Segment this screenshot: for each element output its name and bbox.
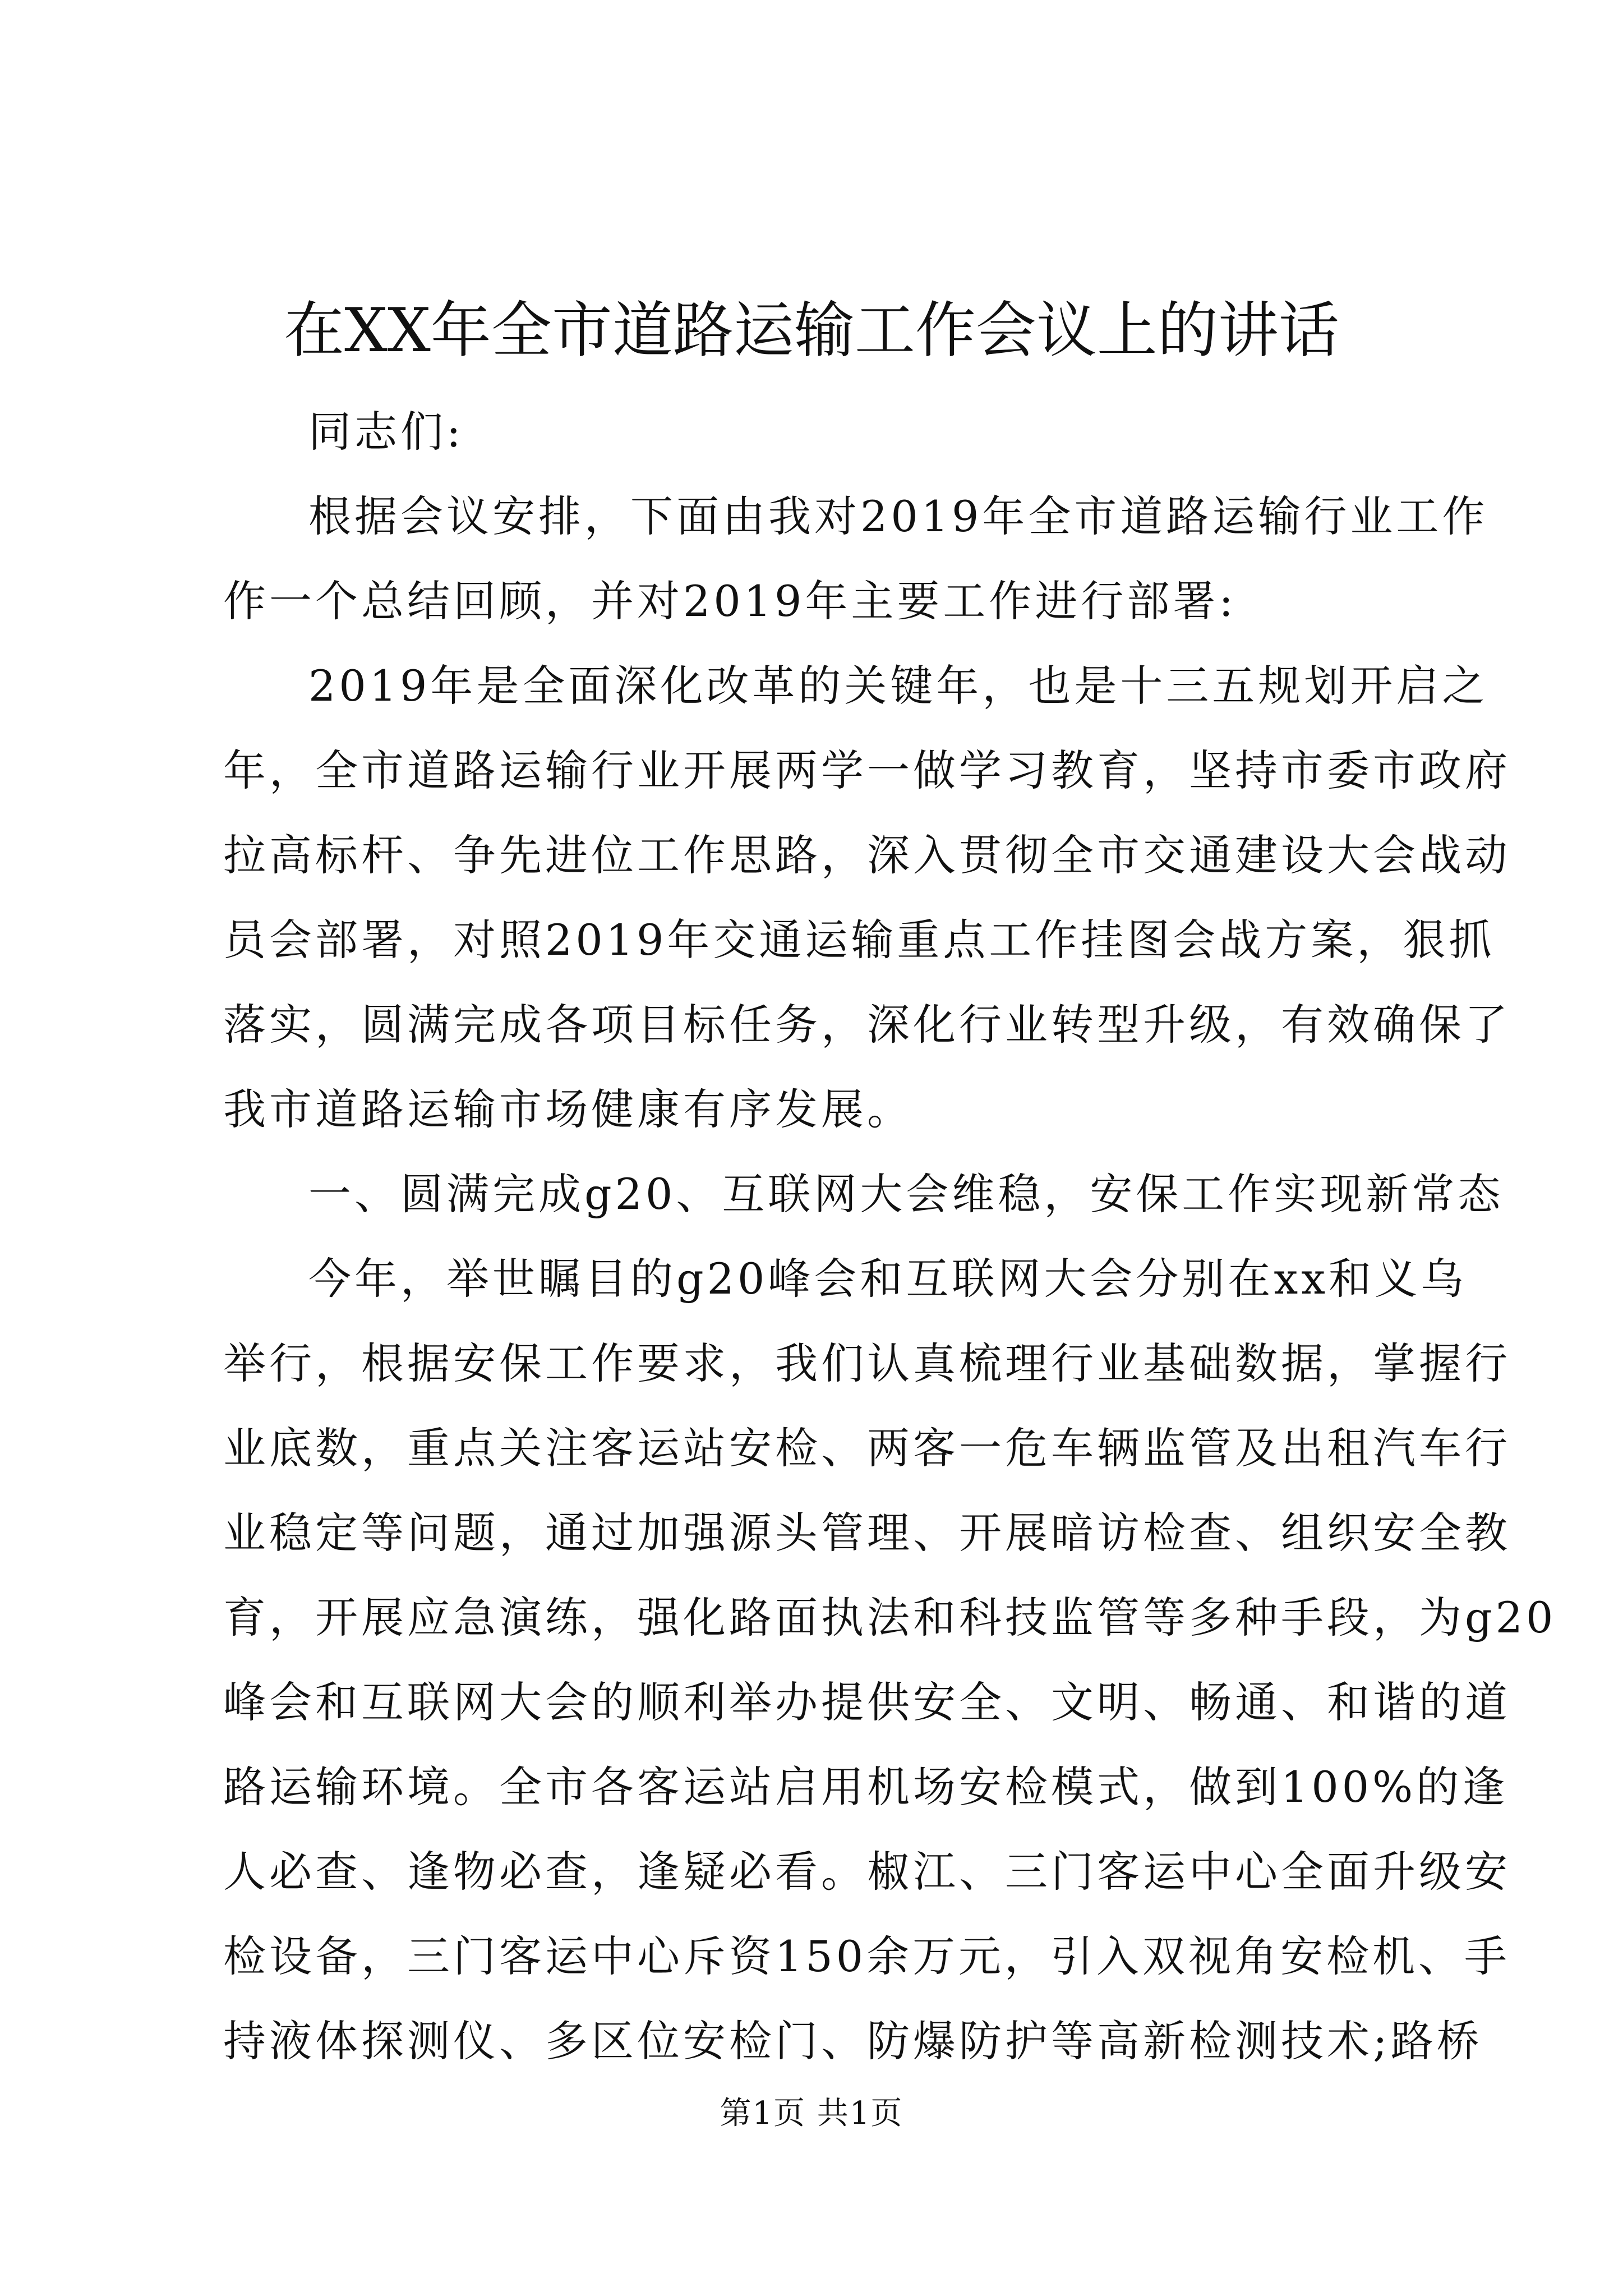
paragraph-line: 业稳定等问题，通过加强源头管理、开展暗访检查、组织安全教 — [223, 1508, 1511, 1558]
page-footer: 第1页 共1页 — [720, 2095, 903, 2132]
paragraph-line: 根据会议安排，下面由我对2019年全市道路运输行业工作 — [308, 491, 1488, 541]
paragraph-line: 我市道路运输市场健康有序发展。 — [223, 1084, 913, 1134]
paragraph-overview — [223, 643, 1511, 1152]
section-heading-1 — [223, 1152, 1504, 1236]
salutation-text: 同志们: — [308, 407, 464, 457]
document-body — [223, 389, 1557, 2083]
paragraph-line: 业底数，重点关注客运站安检、两客一危车辆监管及出租汽车行 — [223, 1423, 1511, 1473]
paragraph-line: 路运输环境。全市各客运站启用机场安检模式，做到100%的逢 — [223, 1762, 1509, 1812]
paragraph-line: 人必查、逢物必查，逢疑必看。椒江、三门客运中心全面升级安 — [223, 1847, 1511, 1897]
salutation — [223, 389, 1400, 474]
paragraph-line: 拉高标杆、争先进位工作思路，深入贯彻全市交通建设大会战动 — [223, 830, 1511, 880]
paragraph-line: 育，开展应急演练，强化路面执法和科技监管等多种手段，为g20 — [223, 1593, 1557, 1642]
paragraph-line: 2019年是全面深化改革的关键年，也是十三五规划开启之 — [308, 661, 1488, 711]
document-content — [223, 286, 1557, 2083]
paragraph-intro — [223, 474, 1488, 643]
document-title: 在XX年全市道路运输工作会议上的讲话 — [284, 296, 1339, 366]
section-heading-text: 一、圆满完成g20、互联网大会维稳，安保工作实现新常态 — [308, 1169, 1504, 1219]
paragraph-line: 举行，根据安保工作要求，我们认真梳理行业基础数据，掌握行 — [223, 1338, 1511, 1388]
paragraph-line: 年，全市道路运输行业开展两学一做学习教育，坚持市委市政府 — [223, 746, 1511, 795]
paragraph-line: 持液体探测仪、多区位安检门、防爆防护等高新检测技术;路桥 — [223, 2016, 1483, 2066]
paragraph-line: 峰会和互联网大会的顺利举办提供安全、文明、畅通、和谐的道 — [223, 1677, 1511, 1727]
paragraph-line: 员会部署，对照2019年交通运输重点工作挂图会战方案，狠抓 — [223, 915, 1495, 965]
paragraph-line: 作一个总结回顾，并对2019年主要工作进行部署: — [223, 576, 1237, 626]
paragraph-line: 落实，圆满完成各项目标任务，深化行业转型升级，有效确保了 — [223, 1000, 1511, 1050]
paragraph-line: 检设备，三门客运中心斥资150余万元，引入双视角安检机、手 — [223, 1931, 1511, 1981]
paragraph-security — [223, 1236, 1557, 2083]
paragraph-line: 今年，举世瞩目的g20峰会和互联网大会分别在xx和义乌 — [308, 1254, 1467, 1304]
